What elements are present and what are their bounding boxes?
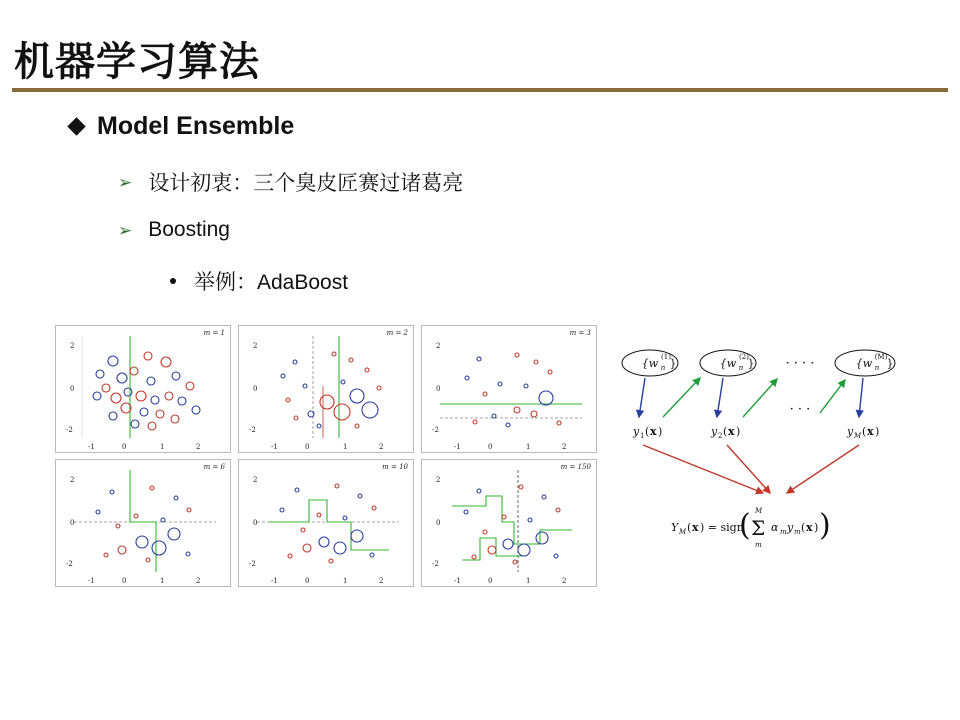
diamond-bullet-icon [67,117,85,135]
svg-text:0: 0 [436,385,441,393]
panel-label: m = 150 [560,463,591,471]
svg-text:-2: -2 [249,426,256,434]
bullet-design-intent [118,167,463,197]
panel-label: m = 6 [203,463,225,471]
svg-text:2: 2 [253,342,258,350]
svg-text:x: x [728,425,735,438]
svg-text:x: x [650,425,657,438]
svg-text:-1: -1 [271,443,278,451]
svg-text:α: α [771,521,779,534]
svg-text:-2: -2 [249,560,256,568]
svg-text:{w: {w [855,357,873,370]
svg-text:M: M [755,507,763,515]
svg-text:-2: -2 [66,426,73,434]
svg-text:1: 1 [343,577,348,585]
svg-text:2: 2 [718,432,723,440]
svg-text:}: } [747,357,755,370]
svg-text:x: x [692,521,699,534]
panel-plot [56,326,230,452]
svg-text:y: y [711,425,718,438]
scatter-panel [55,459,231,587]
bullet-boosting [118,218,230,242]
svg-text:2: 2 [196,577,201,585]
svg-text:) = sign: ) = sign [700,521,744,534]
svg-text:2: 2 [70,476,75,484]
svg-text:2: 2 [379,443,384,451]
adaboost-flow-diagram [615,335,915,585]
arrow-bullet-icon: ➢ [118,220,133,240]
svg-text:1: 1 [160,443,165,451]
svg-text:-2: -2 [66,560,73,568]
svg-text:2: 2 [379,577,384,585]
svg-text:): ) [658,425,663,438]
bullet-level2a-label: 设计初衷：三个臭皮匠赛过诸葛亮 [148,172,464,195]
svg-text:x: x [867,425,874,438]
svg-text:-1: -1 [454,577,461,585]
panel-plot [422,326,596,452]
svg-text:n: n [738,364,744,372]
svg-text:1: 1 [343,443,348,451]
bullet-adaboost-example [170,266,348,296]
svg-text:(: ( [801,521,806,534]
svg-text:0: 0 [488,443,493,451]
svg-text:M: M [679,528,687,536]
svg-text:}: } [886,357,894,370]
svg-text:2: 2 [70,342,75,350]
svg-text:0: 0 [122,443,127,451]
svg-text:-2: -2 [432,426,439,434]
panel-label: m = 1 [203,329,225,337]
svg-text:1: 1 [160,577,165,585]
bullet-level1-label: Model Ensemble [97,112,295,140]
svg-text:0: 0 [488,577,493,585]
scatter-panel [421,325,597,453]
svg-text:(: ( [687,521,692,534]
svg-text:(: ( [645,425,650,438]
svg-text:M: M [854,432,862,440]
svg-text:}: } [669,357,677,370]
svg-text:): ) [736,425,741,438]
bullet-level3-label: 举例：AdaBoost [194,271,349,294]
svg-text:2: 2 [253,476,258,484]
scatter-panel [55,325,231,453]
svg-text:0: 0 [70,385,75,393]
panel-plot [56,460,230,586]
svg-text:{w: {w [641,357,659,370]
svg-text:(1): (1) [661,353,671,361]
svg-text:(2): (2) [739,353,749,361]
svg-text:2: 2 [196,443,201,451]
svg-text:Σ: Σ [751,516,766,540]
svg-text:2: 2 [436,342,441,350]
panel-label: m = 2 [386,329,408,337]
svg-text:Y: Y [671,521,679,534]
dot-bullet-icon [170,278,176,284]
svg-text:1: 1 [526,443,531,451]
svg-text:0: 0 [70,519,75,527]
scatter-panel [238,459,414,587]
svg-text:· · · ·: · · · · [785,356,815,371]
svg-text:y: y [787,521,794,534]
panel-label: m = 10 [382,463,408,471]
scatter-panel [421,459,597,587]
svg-text:· · ·: · · · [789,402,811,417]
svg-text:n: n [874,364,880,372]
scatter-panel [238,325,414,453]
svg-text:1: 1 [526,577,531,585]
title-divider [12,88,948,92]
svg-text:(: ( [862,425,867,438]
svg-text:-1: -1 [271,577,278,585]
svg-text:0: 0 [122,577,127,585]
svg-text:): ) [875,425,880,438]
svg-text:(: ( [723,425,728,438]
svg-text:m: m [780,528,787,536]
svg-text:m: m [755,541,762,549]
svg-text:0: 0 [305,443,310,451]
svg-text:-1: -1 [88,443,95,451]
svg-text:0: 0 [253,519,258,527]
svg-text:2: 2 [562,577,567,585]
svg-text:-1: -1 [88,577,95,585]
svg-text:0: 0 [253,385,258,393]
svg-text:1: 1 [640,432,645,440]
panel-plot [422,460,596,586]
flow-diagram-svg [615,335,915,585]
adaboost-figure [55,325,915,595]
arrow-bullet-icon: ➢ [118,172,133,192]
bullet-model-ensemble [70,112,294,141]
svg-text:0: 0 [436,519,441,527]
bullet-level2b-label: Boosting [148,218,230,241]
svg-text:2: 2 [436,476,441,484]
svg-text:{w: {w [719,357,737,370]
svg-text:-1: -1 [454,443,461,451]
svg-text:): ) [819,508,831,543]
svg-text:(: ( [739,508,751,543]
panel-label: m = 3 [569,329,591,337]
panel-plot [239,326,413,452]
svg-text:0: 0 [305,577,310,585]
panel-plot [239,460,413,586]
svg-text:): ) [814,521,819,534]
page-title: 机器学习算法 [14,39,260,85]
svg-text:n: n [660,364,666,372]
svg-text:(M): (M) [874,353,888,361]
svg-text:y: y [847,425,854,438]
svg-text:2: 2 [562,443,567,451]
svg-text:-2: -2 [432,560,439,568]
scatter-panel-grid [55,325,600,587]
svg-text:x: x [806,521,813,534]
svg-text:y: y [633,425,640,438]
svg-text:m: m [794,528,801,536]
